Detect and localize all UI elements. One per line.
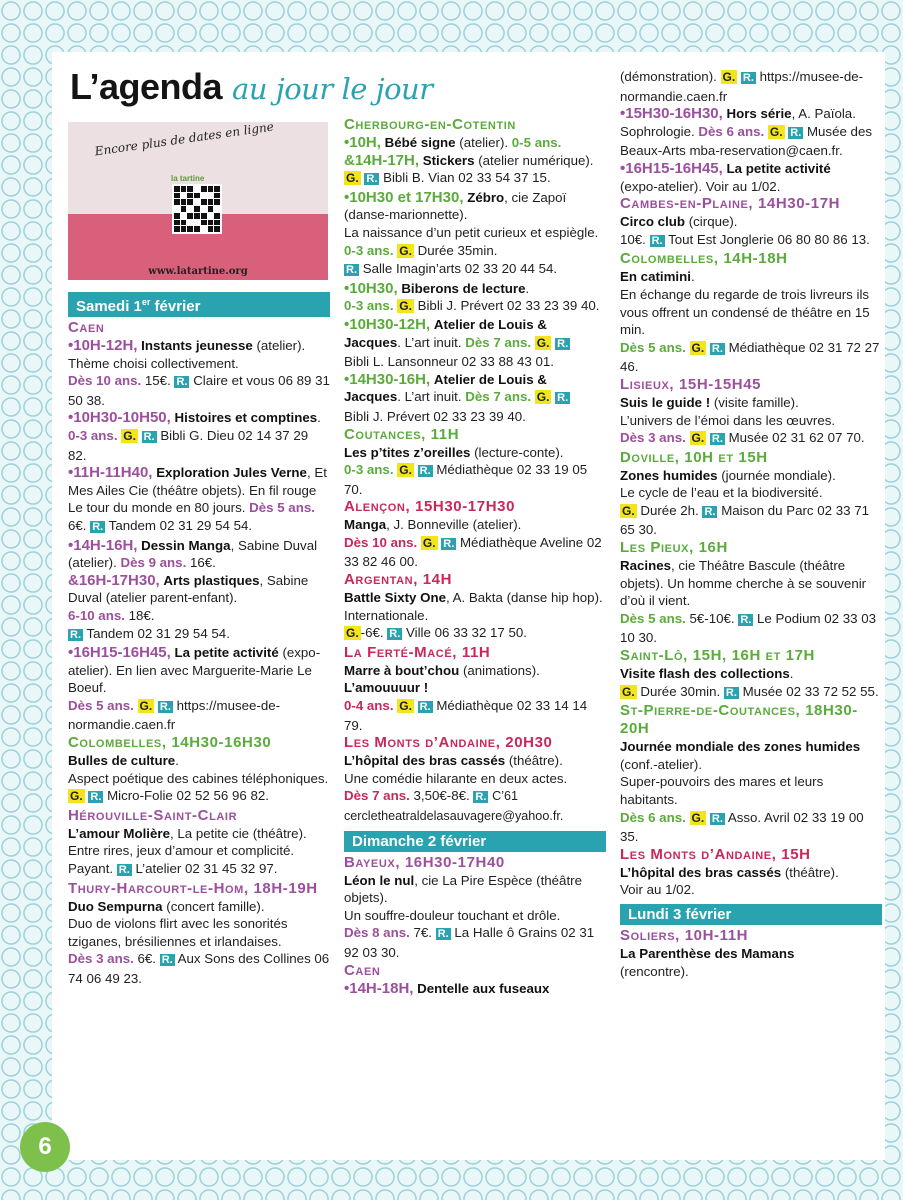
qr-code-icon[interactable] bbox=[172, 184, 222, 234]
event-visite-flash: Visite flash des collections. G. Durée 30min. R. Musée 02 33 72 52 55. bbox=[620, 666, 879, 699]
page-title bbox=[70, 66, 433, 108]
city-doville: Doville, 10H et 15H bbox=[620, 448, 768, 466]
city-alencon: Alençon, 15H30-17H30 bbox=[344, 498, 516, 516]
column-2 bbox=[344, 116, 606, 997]
event-manga: Manga, J. Bonneville (atelier). Dès 10 ans. G. R. Médiathèque Aveline 02 33 82 46 00. bbox=[344, 517, 602, 570]
event-arts-plastiques: &16H-17H30, Arts plastiques, Sabine Duval (atelier parent-enfant). 6-10 ans. 18€. R. Tandem 02 31 29 54 54. bbox=[68, 571, 309, 641]
agenda-page bbox=[52, 52, 885, 1160]
city-ferte-mace: La Ferté-Macé, 11H bbox=[344, 643, 491, 661]
city-st-pierre: St-Pierre-de-Coutances, 18H30-20H bbox=[620, 702, 858, 738]
promo-brand: la tartine bbox=[171, 174, 205, 183]
event-instants-jeunesse: •10H-12H, Instants jeunesse (atelier). Thème choisi collectivement. Dès 10 ans. 15€. R. Claire et vous 06 89 31 50 38. bbox=[68, 337, 330, 408]
event-petite-activite-2: •16H15-16H45, La petite activité (expo-atelier). Voir au 1/02. bbox=[620, 159, 831, 194]
promo-url[interactable]: www.latartine.org bbox=[148, 266, 248, 277]
city-cherbourg: Cherbourg-en-Cotentin bbox=[344, 116, 516, 133]
city-colombelles-sunday: Colombelles, 14H-18H bbox=[620, 250, 788, 268]
event-suis-le-guide: Suis le guide ! (visite famille). L’univers de l’émoi dans les œuvres. Dès 3 ans. G. R. Musée 02 31 62 07 70. bbox=[620, 394, 865, 446]
city-monts-andaine-sunday: Les Monts d’Andaine, 15H bbox=[620, 845, 811, 863]
promo-tagline: Encore plus de dates en ligne bbox=[93, 119, 275, 159]
city-caen-sunday: Caen bbox=[344, 961, 381, 979]
event-exploration-jules-verne: •11H-11H40, Exploration Jules Verne, Et Mes Ailes Cie (théâtre objets). En fil rouge Le tour du monde en 80 jours. Dès 5 ans. 6€. R. Tandem 02 31 29 54 54. bbox=[68, 464, 327, 533]
column-3 bbox=[620, 68, 882, 980]
event-journee-zones-humides: Journée mondiale des zones humides (conf.-atelier). Super-pouvoirs des mares et leurs habitants. Dès 6 ans. G. R. Asso. Avril 02 33 19 00 35. bbox=[620, 739, 864, 845]
event-battle-sixty-one: Battle Sixty One, A. Bakta (danse hip hop). Internationale. G. -6€. R. Ville 06 33 32 17 50. bbox=[344, 590, 603, 641]
event-hors-serie: •15H30-16H30, Hors série, A. Païola. Sophrologie. Dès 6 ans. G. R. Musée des Beaux-Arts mba-reservation@caen.fr. bbox=[620, 105, 872, 159]
city-monts-andaine: Les Monts d’Andaine, 20H30 bbox=[344, 734, 553, 752]
city-cambes: Cambes-en-Plaine, 14H30-17H bbox=[620, 195, 841, 213]
city-thury: Thury-Harcourt-le-Hom, 18H-19H bbox=[68, 879, 318, 897]
event-hopital-bras-casses-2: L’hôpital des bras cassés (théâtre). Voir au 1/02. bbox=[620, 864, 839, 898]
city-soliers: Soliers, 10H-11H bbox=[620, 926, 749, 944]
event-parenthese-mamans: La Parenthèse des Mamans (rencontre). bbox=[620, 945, 795, 979]
city-argentan: Argentan, 14H bbox=[344, 571, 453, 589]
event-amour-moliere: L’amour Molière, La petite cie (théâtre). Entre rires, jeux d’amour et complicité. Payant. R. L’atelier 02 31 45 32 97. bbox=[68, 825, 307, 877]
event-atelier-louis-jacques-1: •10H30-12H, Atelier de Louis & Jacques. L’art inuit. Dès 7 ans. G. R. Bibli L. Lansonneur 02 33 88 43 01. bbox=[344, 315, 569, 370]
event-marre-bout-chou: Marre à bout’chou (animations). L’amouuuur ! 0-4 ans. G. R. Médiathèque 02 33 14 14 79. bbox=[344, 662, 588, 733]
event-dentelle-fuseaux: •14H-18H, Dentelle aux fuseaux bbox=[344, 979, 550, 997]
day-header-monday: Lundi 3 février bbox=[620, 904, 882, 925]
event-leon-le-nul: Léon le nul, cie La Pire Espèce (théâtre objets). Un souffre-douleur touchant et drôle. Dès 8 ans. 7€. R. La Halle ô Grains 02 31 92 03 30. bbox=[344, 872, 595, 960]
promo-top bbox=[68, 119, 328, 214]
event-dentelle-suite: (démonstration). G. R. https://musee-de-normandie.caen.fr bbox=[620, 69, 864, 104]
event-dessin-manga: •14H-16H, Dessin Manga, Sabine Duval (atelier). Dès 9 ans. 16€. bbox=[68, 536, 318, 571]
event-circo-club: Circo club (cirque). 10€. R. Tout Est Jonglerie 06 80 80 86 13. bbox=[620, 214, 870, 247]
city-herouville: Hérouville-Saint-Clair bbox=[68, 806, 238, 824]
page-number: 6 bbox=[20, 1122, 70, 1172]
event-ptites-zoreilles: Les p’tites z’oreilles (lecture-conte). 0-3 ans. G. R. Médiathèque 02 33 19 05 70. bbox=[344, 444, 588, 497]
city-coutances: Coutances, 11H bbox=[344, 425, 460, 443]
event-duo-sempurna: Duo Sempurna (concert famille). Duo de violons flirt avec les sonorités tziganes, brésiliennes et irlandaises. Dès 3 ans. 6€. R. Aux Sons des Collines 06 74 06 49 23. bbox=[68, 898, 330, 986]
city-colombelles: Colombelles, 14H30-16H30 bbox=[68, 734, 272, 752]
title-main: L’agenda bbox=[70, 66, 223, 107]
event-bulles-culture: Bulles de culture. Aspect poétique des cabines téléphoniques. G. R. Micro-Folie 02 52 56 96 82. bbox=[68, 753, 329, 804]
day-header-sunday: Dimanche 2 février bbox=[344, 831, 606, 852]
city-caen: Caen bbox=[68, 319, 105, 336]
city-lisieux: Lisieux, 15H-15H45 bbox=[620, 375, 762, 393]
city-bayeux: Bayeux, 16H30-17H40 bbox=[344, 853, 505, 871]
event-atelier-louis-jacques-2: •14H30-16H, Atelier de Louis & Jacques. L’art inuit. Dès 7 ans. G. R. Bibli J. Prévert 02 33 23 39 40. bbox=[344, 370, 569, 424]
title-script: au jour le jour bbox=[232, 72, 433, 106]
event-bebe-signe: •10H, Bébé signe (atelier). 0-5 ans. &14H-17H, Stickers (atelier numérique). G. R. Bibli B. Vian 02 33 54 37 15. bbox=[344, 134, 594, 186]
event-histoires-comptines: •10H30-10H50, Histoires et comptines. 0-3 ans. G. R. Bibli G. Dieu 02 14 37 29 82. bbox=[68, 409, 321, 463]
event-racines: Racines, cie Théâtre Bascule (théâtre objets). Un homme cherche à se souvenir d’où il vient. Dès 5 ans. 5€-10€. R. Le Podium 02 33 03 10 30. bbox=[620, 558, 877, 646]
day-header-saturday: Samedi 1er février bbox=[68, 292, 330, 317]
event-zebro: •10H30 et 17H30, Zébro, cie Zapoï (danse-marionnette). La naissance d’un petit curieux et espiègle. 0-3 ans. G. Durée 35min. R. Salle Imagin’arts 02 33 20 44 54. bbox=[344, 188, 599, 277]
promo-banner[interactable] bbox=[68, 119, 328, 280]
city-les-pieux: Les Pieux, 16H bbox=[620, 539, 728, 557]
column-1 bbox=[68, 290, 330, 988]
event-petite-activite: •16H15-16H45, La petite activité (expo-atelier). En lien avec Marguerite-Marie Le Boeuf. Dès 5 ans. G. R. https://musee-de-normandie.caen.fr bbox=[68, 644, 321, 733]
city-saint-lo: Saint-Lô, 15H, 16H et 17H bbox=[620, 647, 815, 665]
event-biberons-lecture: •10H30, Biberons de lecture. 0-3 ans. G. Bibli J. Prévert 02 33 23 39 40. bbox=[344, 279, 600, 314]
event-zones-humides: Zones humides (journée mondiale). Le cycle de l’eau et la biodiversité. G. Durée 2h. R. Maison du Parc 02 33 71 65 30. bbox=[620, 467, 870, 538]
event-en-catimini: En catimini. En échange du regarde de trois livreurs ils vous offrent un condensé de théâtre en 15 min. Dès 5 ans. G. R. Médiathèque 02 31 72 27 46. bbox=[620, 269, 880, 375]
event-hopital-bras-casses: L’hôpital des bras cassés (théâtre). Une comédie hilarante en deux actes. Dès 7 ans. 3,50€-8€. R. C’61 cercletheatraldelasauvagere@yahoo.fr. bbox=[344, 753, 568, 823]
